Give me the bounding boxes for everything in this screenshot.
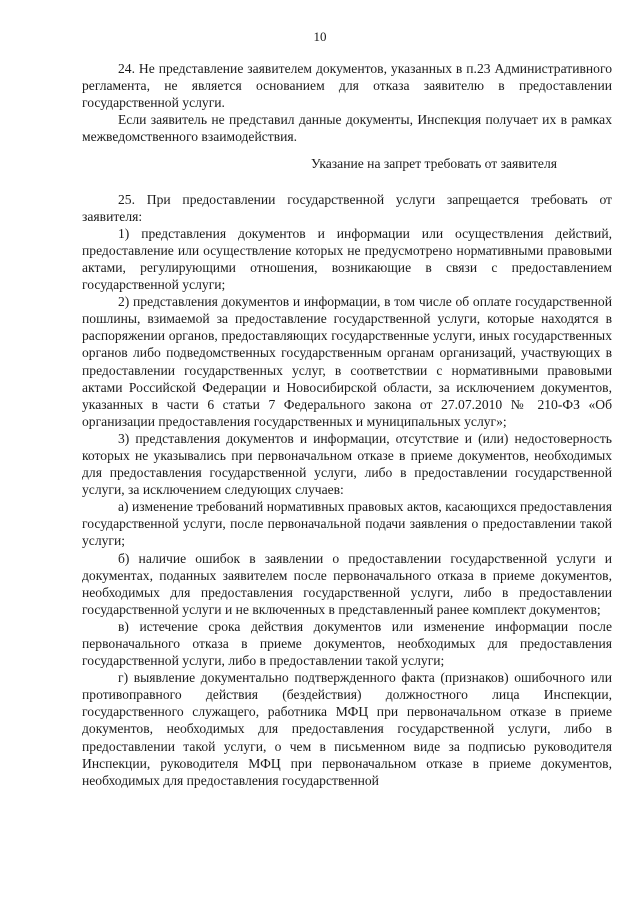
- document-body: [82, 60, 612, 789]
- list-item-3: 3) представления документов и информации, отсутствие и (или) недостоверность которых не указывались при первоначальном отказе в приеме документов, необходимых для предоставления государственной услуги, либо в предоставлении государственной услуги, за исключением следующих случаев:: [82, 430, 612, 498]
- sub-item-a: а) изменение требований нормативных правовых актов, касающихся предоставления государственной услуги, после первоначальной подачи заявления о предоставлении такой услуги;: [82, 499, 612, 549]
- paragraph-25: 25. При предоставлении государственной услуги запрещается требовать от заявителя:: [82, 191, 612, 224]
- section-heading: Указание на запрет требовать от заявителя: [310, 156, 557, 172]
- sub-item-g: г) выявление документально подтвержденного факта (признаков) ошибочного или противоправного действия (бездействия) должностного лица Инспекции, государственного служащего, работника МФЦ при первоначальном отказе в приеме документов, необходимых для предоставления государственной услуги, либо в предоставлении такой услуги, о чем в письменном виде за подписью руководителя Инспекции, руководителя МФЦ при первоначальном отказе в приеме документов, необходимых для предоставления государственной: [82, 670, 612, 788]
- page-number: 10: [313, 29, 327, 44]
- list-item-2: 2) представления документов и информации, в том числе об оплате государственной пошлины, взимаемой за предоставление государственной услуги, которые находятся в распоряжении органов, предоставляющих государственные услуги, иных государственных органов либо подведомственных государственным органам организаций, участвующих в предоставлении государственных услуг, в соответствии с нормативными правовыми актами Российской Федерации и Новосибирской области, за исключением документов, указанных в части 6 статьи 7 Федерального закона от 27.07.2010 № 210-ФЗ «Об организации предоставления государственных и муниципальных услуг»;: [82, 294, 612, 429]
- sub-item-v: в) истечение срока действия документов или изменение информации после первоначального отказа в приеме документов, необходимых для предоставления государственной услуги, либо в предоставлении такой услуги;: [82, 618, 612, 669]
- list-item-1: 1) представления документов и информации или осуществления действий, предоставление или осуществление которых не предусмотрено нормативными правовыми актами, регулирующими отношения, возникающие в связи с предоставлением государственной услуги;: [82, 225, 612, 293]
- sub-item-b: б) наличие ошибок в заявлении о предоставлении государственной услуги и документах, поданных заявителем после первоначального отказа в приеме документов, необходимых для предоставления государственной услуги, либо в предоставлении государственной услуги и не включенных в представленный ранее комплект документов;: [82, 550, 612, 617]
- paragraph-24-continuation: Если заявитель не представил данные документы, Инспекция получает их в рамках межведомственного взаимодействия.: [82, 112, 612, 145]
- paragraph-24: 24. Не представление заявителем документов, указанных в п.23 Административного регламента, не является основанием для отказа заявителю в предоставлении государственной услуги.: [82, 61, 612, 111]
